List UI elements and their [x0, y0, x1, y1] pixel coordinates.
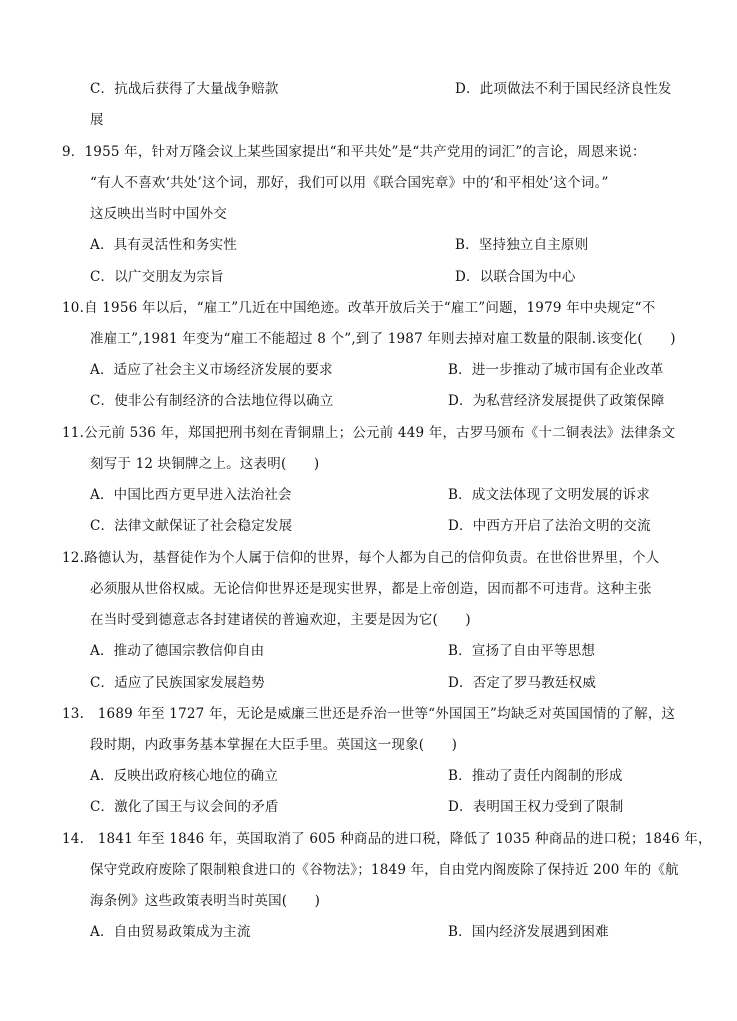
q9-option-d: D．以联合国为中心 [455, 269, 576, 285]
q8-option-d: D．此项做法不利于国民经济良性发 [455, 81, 672, 97]
q12-option-b: B．宣扬了自由平等思想 [448, 643, 596, 659]
q12-stem-line-3: 在当时受到德意志各封建诸侯的普遍欢迎，主要是因为它( ) [90, 612, 471, 628]
q14-option-b: B．国内经济发展遇到困难 [448, 924, 609, 940]
q14-stem-line-2: 保守党政府废除了限制粮食进口的《谷物法》；1849 年，自由党内阁废除了保持近 200 年的《航 [90, 862, 679, 878]
q9-option-b: B．坚持独立自主原则 [455, 237, 589, 253]
q10-option-a: A．适应了社会主义市场经济发展的要求 [90, 362, 333, 378]
q9-option-c: C．以广交朋友为宗旨 [90, 269, 224, 285]
q11-stem-line-2: 刻写于 12 块铜牌之上。这表明( ) [90, 456, 320, 472]
q9-stem-line-3: 这反映出当时中国外交 [90, 206, 227, 222]
q12-option-c: C．适应了民族国家发展趋势 [90, 675, 265, 691]
q11-option-b: B．成文法体现了文明发展的诉求 [448, 487, 650, 503]
q11-option-c: C．法律文献保证了社会稳定发展 [90, 518, 293, 534]
q13-option-d: D．表明国王权力受到了限制 [448, 799, 624, 815]
q13-stem-line-1: 13. 1689 年至 1727 年，无论是威廉三世还是乔治一世等“外国国王”均缺乏对英国国情的了解，这 [62, 706, 676, 722]
q12-stem-line-2: 必须服从世俗权威。无论信仰世界还是现实世界，都是上帝创造，因而都不可违背。这种主张 [90, 581, 652, 597]
q14-stem-line-3: 海条例》这些政策表明当时英国( ) [90, 893, 321, 909]
q14-stem-line-1: 14. 1841 年至 1846 年，英国取消了 605 种商品的进口税，降低了 1035 种商品的进口税；1846 年， [62, 831, 712, 847]
q9-stem-line-1: 9．1955 年，针对万隆会议上某些国家提出“和平共处”是“共产党用的词汇”的言论，周恩来说： [62, 144, 646, 160]
q13-option-b: B．推动了责任内阁制的形成 [448, 768, 623, 784]
q10-option-d: D．为私营经济发展提供了政策保障 [448, 393, 665, 409]
q13-option-a: A．反映出政府核心地位的确立 [90, 768, 279, 784]
q8-option-c: C．抗战后获得了大量战争赔款 [90, 81, 279, 97]
q10-stem-line-2: 准雇工”,1981 年变为“雇工不能超过 8 个”,到了 1987 年则去掉对雇工数量的限制.该变化( ) [90, 331, 676, 347]
q11-option-d: D．中西方开启了法治文明的交流 [448, 518, 651, 534]
q11-stem-line-1: 11.公元前 536 年，郑国把刑书刻在青铜鼎上；公元前 449 年，古罗马颁布《十二铜表法》法律条文 [62, 425, 676, 441]
q9-stem-line-2: “有人不喜欢‘共处’这个词，那好，我们可以用《联合国宪章》中的‘和平相处’这个词。” [90, 175, 609, 191]
q13-stem-line-2: 段时期，内政事务基本掌握在大臣手里。英国这一现象( ) [90, 737, 458, 753]
q12-option-d: D．否定了罗马教廷权威 [448, 675, 597, 691]
q12-option-a: A．推动了德国宗教信仰自由 [90, 643, 265, 659]
q8-option-d-continued: 展 [90, 112, 104, 128]
q11-option-a: A．中国比西方更早进入法治社会 [90, 487, 292, 503]
q10-option-c: C．使非公有制经济的合法地位得以确立 [90, 393, 334, 409]
q14-option-a: A．自由贸易政策成为主流 [90, 924, 251, 940]
q10-stem-line-1: 10.自 1956 年以后，“雇工”几近在中国绝迹。改革开放后关于“雇工”问题，1979 年中央规定“不 [62, 300, 656, 316]
q9-option-a: A．具有灵活性和务实性 [90, 237, 237, 253]
q12-stem-line-1: 12.路德认为，基督徒作为个人属于信仰的世界，每个人都为自己的信仰负责。在世俗世界里，个人 [62, 550, 660, 566]
q13-option-c: C．激化了国王与议会间的矛盾 [90, 799, 279, 815]
q10-option-b: B．进一步推动了城市国有企业改革 [448, 362, 664, 378]
